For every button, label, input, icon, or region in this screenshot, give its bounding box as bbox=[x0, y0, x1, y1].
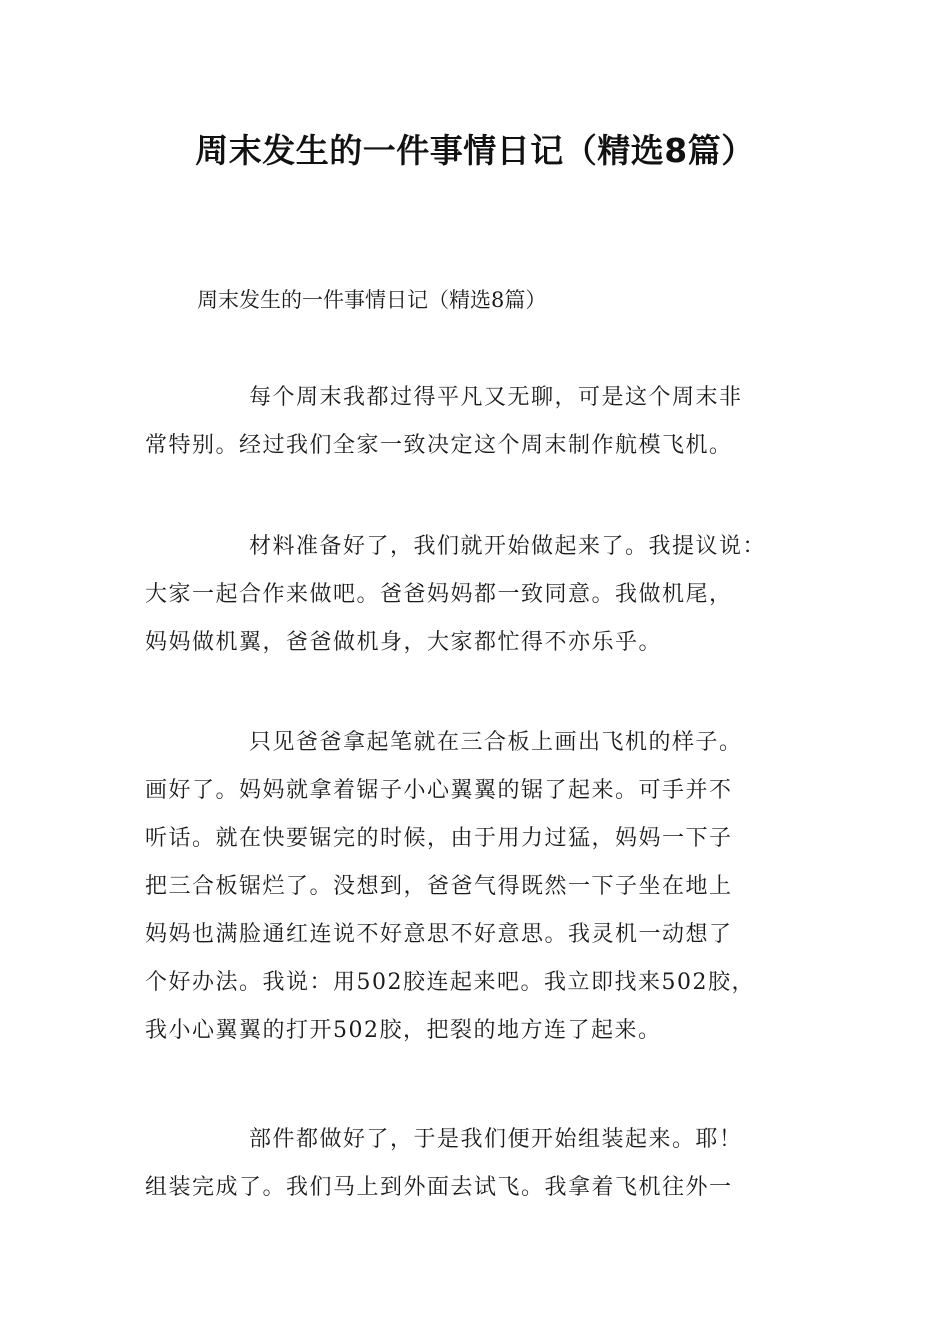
paragraph-line: 我小心翼翼的打开502胶，把裂的地方连了起来。 bbox=[145, 1018, 662, 1043]
paragraph-line: 画好了。妈妈就拿着锯子小心翼翼的锯了起来。可手并不 bbox=[145, 778, 733, 803]
document-subtitle: 周末发生的一件事情日记（精选8篇） bbox=[197, 288, 547, 312]
paragraph-line: 部件都做好了，于是我们便开始组装起来。耶！ bbox=[249, 1127, 743, 1152]
paragraph-line: 把三合板锯烂了。没想到，爸爸气得既然一下子坐在地上 bbox=[145, 874, 733, 899]
paragraph-3 bbox=[145, 719, 825, 1055]
document-title: 周末发生的一件事情日记（精选8篇） bbox=[195, 131, 755, 170]
paragraph-line: 组装完成了。我们马上到外面去试飞。我拿着飞机往外一 bbox=[145, 1175, 733, 1200]
paragraph-line: 大家一起合作来做吧。爸爸妈妈都一致同意。我做机尾， bbox=[145, 582, 733, 607]
paragraph-line: 妈妈也满脸通红连说不好意思不好意思。我灵机一动想了 bbox=[145, 922, 733, 947]
paragraph-line: 每个周末我都过得平凡又无聊，可是这个周末非 bbox=[249, 385, 743, 410]
paragraph-line: 听话。就在快要锯完的时候，由于用力过猛，妈妈一下子 bbox=[145, 826, 733, 851]
paragraph-line: 常特别。经过我们全家一致决定这个周末制作航模飞机。 bbox=[145, 433, 733, 458]
paragraph-line: 个好办法。我说：用502胶连起来吧。我立即找来502胶， bbox=[145, 970, 755, 995]
paragraph-line: 材料准备好了，我们就开始做起来了。我提议说： bbox=[249, 534, 767, 559]
paragraph-2 bbox=[145, 523, 825, 667]
paragraph-line: 妈妈做机翼，爸爸做机身，大家都忙得不亦乐乎。 bbox=[145, 630, 663, 655]
paragraph-4 bbox=[145, 1116, 825, 1212]
paragraph-line: 只见爸爸拿起笔就在三合板上画出飞机的样子。 bbox=[249, 730, 743, 755]
paragraph-1 bbox=[145, 374, 825, 470]
